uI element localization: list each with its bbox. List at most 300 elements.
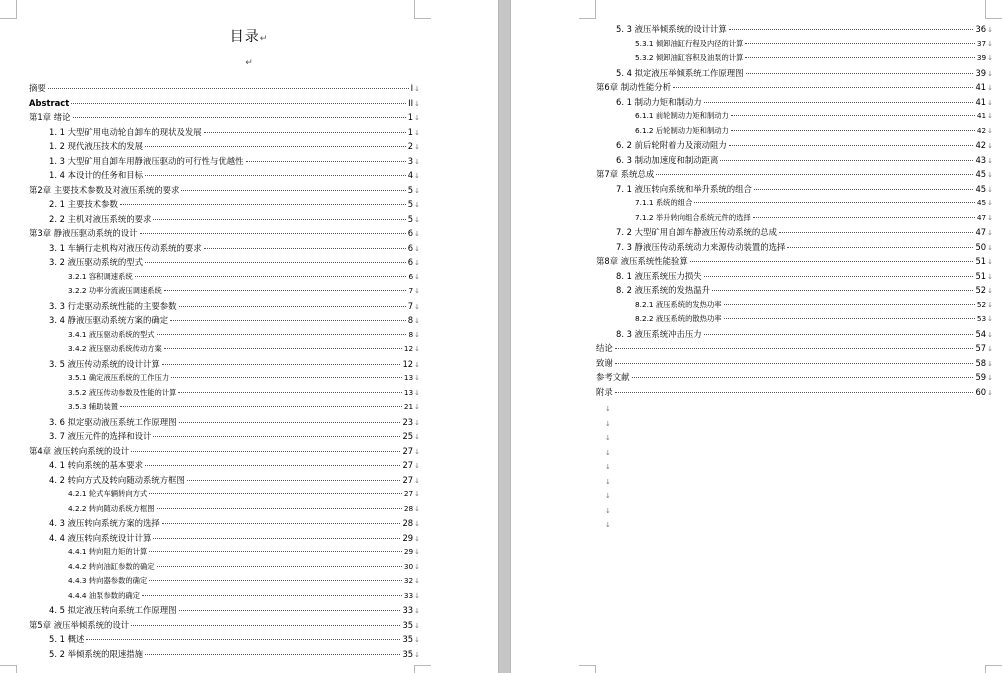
toc-entry-title: 7.1.2 举升转向组合系统元件的选择 xyxy=(635,212,751,222)
toc-dot-leader xyxy=(162,364,401,365)
toc-entry[interactable] xyxy=(29,255,420,270)
paragraph-mark-icon: ↵ xyxy=(259,34,269,44)
toc-entry-title: 6.1.2 后轮制动力矩和制动力 xyxy=(635,125,729,135)
paragraph-mark-icon: ↓ xyxy=(414,476,420,485)
toc-entry[interactable] xyxy=(29,226,420,241)
paragraph-mark-icon: ↓ xyxy=(414,244,420,253)
toc-entry[interactable] xyxy=(29,139,420,154)
empty-paragraph-mark: ↓ xyxy=(605,448,611,457)
toc-entry[interactable] xyxy=(29,81,420,96)
toc-dot-leader xyxy=(753,217,975,218)
toc-entry[interactable] xyxy=(29,487,420,502)
toc-entry[interactable] xyxy=(596,240,993,255)
toc-entry-page-number: 50 xyxy=(975,241,987,252)
paragraph-mark-icon: ↓ xyxy=(414,433,420,441)
toc-entry-title: 参考文献 xyxy=(596,372,630,382)
toc-entry-title: 摘要 xyxy=(29,83,46,93)
toc-dot-leader xyxy=(170,320,406,321)
toc-entry[interactable] xyxy=(29,183,420,198)
toc-entry[interactable] xyxy=(29,415,420,430)
toc-dot-leader xyxy=(142,595,402,596)
toc-entry[interactable] xyxy=(29,444,420,459)
toc-entry-title: 致谢 xyxy=(596,357,613,368)
toc-entry-title: 6.1.1 前轮制动力矩和制动力 xyxy=(635,111,729,120)
toc-entry-title: 3.5.1 确定液压系统的工作压力 xyxy=(68,373,170,382)
toc-entry-title: 3.4.2 液压驱动系统传动方案 xyxy=(68,344,162,353)
toc-dot-leader xyxy=(73,117,406,118)
toc-entry-page-number: 2 xyxy=(407,141,414,151)
toc-entry[interactable] xyxy=(29,429,420,444)
crop-mark-top-right xyxy=(985,0,1002,19)
toc-dot-leader xyxy=(754,189,974,190)
toc-dot-leader xyxy=(179,306,406,307)
toc-entry[interactable] xyxy=(596,341,993,356)
toc-entry[interactable] xyxy=(29,125,420,140)
toc-dot-leader xyxy=(153,538,400,539)
toc-dot-leader xyxy=(615,392,974,393)
paragraph-mark-icon: ↓ xyxy=(987,26,993,34)
toc-entry[interactable] xyxy=(29,212,420,227)
paragraph-mark-icon: ↓ xyxy=(414,302,420,311)
toc-dot-leader xyxy=(720,160,973,161)
toc-entry[interactable] xyxy=(596,51,993,66)
paragraph-mark-icon: ↓ xyxy=(414,520,420,528)
toc-entry[interactable] xyxy=(29,618,420,633)
toc-entry-page-number: 6 xyxy=(407,257,414,267)
paragraph-mark-icon: ↓ xyxy=(414,230,420,238)
toc-entry-page-number: 33 xyxy=(403,590,414,600)
toc-entry[interactable] xyxy=(596,385,993,400)
paragraph-mark-icon: ↓ xyxy=(414,99,420,108)
toc-entry[interactable] xyxy=(29,371,420,386)
toc-entry[interactable] xyxy=(29,531,420,546)
paragraph-mark-icon: ↓ xyxy=(414,114,420,122)
toc-entry-title: 7. 2 大型矿用自卸车静液压传动系统的总成 xyxy=(616,227,778,237)
toc-entry-page-number: 45 xyxy=(975,183,987,194)
toc-entry-page-number: 59 xyxy=(975,372,987,382)
toc-dot-leader xyxy=(632,377,974,378)
toc-entry-page-number: 35 xyxy=(402,648,414,659)
toc-entry-page-number: 6 xyxy=(407,242,414,253)
toc-entry[interactable] xyxy=(29,502,420,517)
toc-entry-title: 3. 2 液压驱动系统的型式 xyxy=(49,257,144,267)
toc-dot-leader xyxy=(179,610,401,611)
toc-entry-title: 第4章 液压转向系统的设计 xyxy=(29,445,130,456)
toc-entry-page-number: 51 xyxy=(975,270,987,281)
toc-entry-page-number: 36 xyxy=(975,24,987,34)
toc-entry-page-number: 7 xyxy=(408,286,414,295)
toc-entry-page-number: 41 xyxy=(976,111,987,120)
toc-entry-page-number: 6 xyxy=(408,271,414,281)
toc-entry-page-number: 41 xyxy=(975,82,987,92)
toc-entry-title: 5. 3 液压举倾系统的设计计算 xyxy=(616,24,727,34)
toc-dot-leader xyxy=(187,480,401,481)
toc-dot-leader xyxy=(120,204,406,205)
toc-entry-title: 第1章 绪论 xyxy=(29,112,71,122)
paragraph-mark-icon: ↓ xyxy=(987,374,993,382)
toc-entry-title: 4. 2 转向方式及转向随动系统方框图 xyxy=(49,474,185,485)
paragraph-mark-icon: ↓ xyxy=(987,112,993,120)
toc-entry-title: Abstract xyxy=(29,97,70,108)
toc-entry[interactable] xyxy=(29,284,420,299)
toc-entry-title: 3.4.1 液压驱动系统的型式 xyxy=(68,329,155,339)
paragraph-mark-icon: ↓ xyxy=(987,126,993,135)
paragraph-mark-icon: ↓ xyxy=(987,229,993,237)
toc-entry[interactable] xyxy=(29,357,420,372)
toc-entry[interactable] xyxy=(29,168,420,183)
toc-dot-leader xyxy=(153,436,400,437)
toc-entry-title: 1. 1 大型矿用电动轮自卸车的现状及发展 xyxy=(49,126,202,137)
toc-entry-page-number: 13 xyxy=(403,387,414,397)
toc-entry[interactable] xyxy=(596,298,993,313)
toc-entry-title: 3. 1 车辆行走机构对液压传动系统的要求 xyxy=(49,242,202,253)
toc-entry[interactable] xyxy=(29,473,420,488)
toc-entry-title: 第8章 液压系统性能验算 xyxy=(596,256,688,266)
toc-entry[interactable] xyxy=(596,269,993,284)
empty-paragraph-marks xyxy=(605,402,611,533)
toc-entry-page-number: I xyxy=(410,83,414,93)
toc-entry-page-number: 42 xyxy=(976,125,987,135)
toc-entry-page-number: 47 xyxy=(976,212,987,222)
toc-entry-page-number: 4 xyxy=(407,170,414,180)
toc-dot-leader xyxy=(704,334,974,335)
toc-dot-leader xyxy=(164,348,402,349)
toc-entry-page-number: 51 xyxy=(975,256,987,266)
toc-entry[interactable] xyxy=(596,196,993,211)
toc-entry-page-number: 28 xyxy=(402,518,414,528)
toc-entry[interactable] xyxy=(29,400,420,415)
toc-entry[interactable] xyxy=(596,167,993,182)
toc-entry[interactable] xyxy=(596,370,993,385)
paragraph-mark-icon: ↓ xyxy=(987,388,993,397)
toc-entry-page-number: 52 xyxy=(976,299,987,309)
toc-entry-title: 2. 2 主机对液压系统的要求 xyxy=(49,213,152,224)
paragraph-mark-icon: ↓ xyxy=(987,300,993,309)
toc-entry-title: 1. 3 大型矿用自卸车用静液压驱动的可行性与优越性 xyxy=(49,155,244,166)
toc-entry-title: 6. 1 制动力矩和制动力 xyxy=(616,96,702,107)
toc-title xyxy=(0,26,498,46)
paragraph-mark-icon: ↓ xyxy=(414,330,420,339)
empty-paragraph-mark: ↓ xyxy=(605,477,611,486)
toc-dot-leader xyxy=(149,493,402,494)
toc-entry-page-number: 28 xyxy=(403,503,414,513)
toc-entry-page-number: 60 xyxy=(975,386,987,397)
paragraph-mark-icon: ↓ xyxy=(987,98,993,107)
toc-dot-leader xyxy=(704,102,974,103)
crop-mark-top-right xyxy=(414,0,431,19)
paragraph-mark-icon: ↓ xyxy=(987,243,993,252)
toc-dot-leader xyxy=(164,290,407,291)
toc-dot-leader xyxy=(145,146,406,147)
paragraph-mark-icon: ↓ xyxy=(414,317,420,325)
toc-dot-leader xyxy=(145,465,400,466)
toc-entry-title: 4. 4 液压转向系统设计计算 xyxy=(49,532,152,543)
toc-dot-leader xyxy=(656,174,973,175)
toc-entry[interactable] xyxy=(596,109,993,124)
toc-entry-title: 3.2.1 容积调速系统 xyxy=(68,271,133,281)
toc-entry[interactable] xyxy=(29,197,420,212)
toc-dot-leader xyxy=(746,73,974,74)
toc-dot-leader xyxy=(204,132,406,133)
paragraph-mark-icon: ↓ xyxy=(987,315,993,323)
toc-dot-leader xyxy=(724,318,975,319)
toc-dot-leader xyxy=(131,451,400,452)
toc-entry-title: 3.5.3 辅助装置 xyxy=(68,402,119,411)
toc-entry[interactable] xyxy=(596,254,993,269)
toc-dot-leader xyxy=(153,219,405,220)
toc-entry-title: 4.4.2 转向油缸参数的确定 xyxy=(68,561,155,571)
paragraph-mark-icon: ↓ xyxy=(414,548,420,556)
toc-entry-title: 5. 2 举倾系统的限速措施 xyxy=(49,648,144,659)
toc-entry-title: 2. 1 主要技术参数 xyxy=(49,199,118,209)
toc-entry-title: 1. 2 现代液压技术的发展 xyxy=(49,141,144,151)
toc-entry-title: 5.3.2 倾卸油缸容积及油泵的计算 xyxy=(635,53,744,62)
toc-dot-leader xyxy=(731,130,975,131)
toc-entry[interactable] xyxy=(596,356,993,371)
paragraph-mark-icon: ↓ xyxy=(414,462,420,470)
crop-mark-bottom-left xyxy=(579,665,596,673)
paragraph-mark-icon: ↓ xyxy=(414,403,420,411)
toc-dot-leader xyxy=(71,103,406,104)
toc-dot-leader xyxy=(149,580,402,581)
toc-entry[interactable] xyxy=(596,225,993,240)
paragraph-mark-icon: ↓ xyxy=(414,85,420,93)
toc-entry[interactable] xyxy=(596,182,993,197)
paragraph-mark-icon: ↓ xyxy=(414,272,420,281)
paragraph-mark-icon: ↓ xyxy=(987,39,993,48)
toc-entry-page-number: 43 xyxy=(975,154,987,165)
toc-entry-page-number: 47 xyxy=(975,227,987,237)
toc-entry-title: 8.2.1 液压系统的发热功率 xyxy=(635,299,722,309)
toc-entry-title: 3.5.2 液压传动参数及性能的计算 xyxy=(68,387,177,397)
paragraph-mark-icon: ↓ xyxy=(987,171,993,179)
toc-entry-title: 7. 1 液压转向系统和举升系统的组合 xyxy=(616,183,752,194)
paragraph-mark-icon: ↓ xyxy=(987,199,993,207)
paragraph-mark-icon: ↓ xyxy=(414,650,420,659)
toc-dot-leader xyxy=(157,566,402,567)
toc-entry[interactable] xyxy=(596,211,993,226)
crop-mark-bottom-right xyxy=(985,665,1002,673)
page-gutter xyxy=(498,0,511,673)
toc-title-text: 目录 xyxy=(229,29,260,45)
toc-dot-leader xyxy=(181,190,405,191)
toc-entry-title: 4. 3 液压转向系统方案的选择 xyxy=(49,518,160,528)
toc-dot-leader xyxy=(787,247,973,248)
crop-mark-bottom-left xyxy=(0,665,17,673)
toc-entry[interactable] xyxy=(29,270,420,285)
toc-entry[interactable] xyxy=(29,632,420,647)
document-page-right xyxy=(511,0,1002,673)
toc-entry[interactable] xyxy=(29,560,420,575)
toc-entry-page-number: 30 xyxy=(403,561,414,571)
toc-entry[interactable] xyxy=(29,516,420,531)
toc-entry-page-number: 1 xyxy=(407,126,414,137)
toc-entry-page-number: 39 xyxy=(975,67,987,78)
paragraph-mark-icon: ↓ xyxy=(414,143,420,151)
toc-dot-leader xyxy=(729,29,974,30)
toc-entry[interactable] xyxy=(29,647,420,662)
empty-paragraph-mark: ↵ xyxy=(245,58,253,68)
toc-entry[interactable] xyxy=(596,66,993,81)
toc-entry-page-number: 41 xyxy=(975,96,987,107)
toc-entry-title: 3. 5 液压传动系统的设计计算 xyxy=(49,358,160,369)
paragraph-mark-icon: ↓ xyxy=(987,359,993,368)
paragraph-mark-icon: ↓ xyxy=(987,142,993,150)
toc-dot-leader xyxy=(246,161,406,162)
toc-entry-page-number: 21 xyxy=(403,402,414,411)
toc-dot-leader xyxy=(179,422,401,423)
toc-dot-leader xyxy=(694,202,974,203)
toc-dot-leader xyxy=(690,261,974,262)
toc-entry[interactable] xyxy=(29,589,420,604)
toc-dot-leader xyxy=(149,551,402,552)
toc-entry-title: 第3章 静液压驱动系统的设计 xyxy=(29,228,138,238)
empty-paragraph-mark: ↓ xyxy=(605,521,611,529)
paragraph-mark-icon: ↓ xyxy=(414,287,420,295)
toc-list-left xyxy=(29,81,420,661)
toc-entry[interactable] xyxy=(29,574,420,589)
paragraph-mark-icon: ↓ xyxy=(414,591,420,600)
toc-entry-page-number: 45 xyxy=(976,198,987,207)
toc-entry-title: 第7章 系统总成 xyxy=(596,169,655,179)
paragraph-mark-icon: ↓ xyxy=(987,258,993,266)
paragraph-mark-icon: ↓ xyxy=(414,128,420,137)
toc-entry[interactable] xyxy=(29,313,420,328)
toc-dot-leader xyxy=(729,145,974,146)
toc-entry[interactable] xyxy=(29,458,420,473)
toc-entry-title: 第5章 液压举倾系统的设计 xyxy=(29,619,130,630)
toc-entry[interactable] xyxy=(596,327,993,342)
toc-dot-leader xyxy=(131,625,400,626)
paragraph-mark-icon: ↓ xyxy=(987,287,993,295)
paragraph-mark-icon: ↓ xyxy=(414,388,420,397)
paragraph-mark-icon: ↓ xyxy=(987,84,993,92)
toc-entry-page-number: 27 xyxy=(402,474,414,485)
toc-entry[interactable] xyxy=(29,386,420,401)
toc-dot-leader xyxy=(171,377,402,378)
toc-entry-title: 第6章 制动性能分析 xyxy=(596,82,671,92)
toc-dot-leader xyxy=(712,290,973,291)
toc-entry[interactable] xyxy=(29,603,420,618)
toc-entry-title: 8.2.2 液压系统的散热功率 xyxy=(635,314,722,323)
toc-entry[interactable] xyxy=(596,312,993,327)
paragraph-mark-icon: ↓ xyxy=(987,345,993,353)
toc-entry[interactable] xyxy=(596,22,993,37)
paragraph-mark-icon: ↓ xyxy=(414,577,420,585)
toc-list-right xyxy=(596,22,993,399)
toc-entry[interactable] xyxy=(29,110,420,125)
toc-entry[interactable] xyxy=(596,153,993,168)
toc-entry[interactable] xyxy=(29,241,420,256)
toc-entry[interactable] xyxy=(596,138,993,153)
empty-paragraph-mark: ↓ xyxy=(605,419,611,428)
toc-dot-leader xyxy=(724,304,975,305)
toc-entry[interactable] xyxy=(596,283,993,298)
paragraph-mark-icon: ↓ xyxy=(987,330,993,339)
toc-entry[interactable] xyxy=(596,80,993,95)
toc-dot-leader xyxy=(157,508,402,509)
toc-entry-page-number: 52 xyxy=(975,285,987,295)
toc-entry-title: 8. 3 液压系统冲击压力 xyxy=(616,328,702,339)
toc-entry-page-number: 57 xyxy=(975,343,987,353)
paragraph-mark-icon: ↓ xyxy=(414,534,420,543)
toc-entry[interactable] xyxy=(596,124,993,139)
toc-dot-leader xyxy=(731,115,975,116)
toc-entry-page-number: 27 xyxy=(402,460,414,470)
toc-dot-leader xyxy=(120,406,402,407)
toc-dot-leader xyxy=(48,88,409,89)
paragraph-mark-icon: ↓ xyxy=(414,360,420,369)
paragraph-mark-icon: ↓ xyxy=(987,69,993,78)
paragraph-mark-icon: ↓ xyxy=(414,504,420,513)
paragraph-mark-icon: ↓ xyxy=(414,562,420,571)
toc-entry-title: 4. 1 转向系统的基本要求 xyxy=(49,460,144,470)
toc-dot-leader xyxy=(162,523,401,524)
toc-dot-leader xyxy=(615,363,974,364)
toc-dot-leader xyxy=(779,232,973,233)
toc-dot-leader xyxy=(704,276,974,277)
toc-entry-page-number: 54 xyxy=(975,328,987,339)
toc-dot-leader xyxy=(145,175,406,176)
paragraph-mark-icon: ↓ xyxy=(414,607,420,615)
toc-entry-page-number: 1 xyxy=(407,112,414,122)
toc-entry-page-number: 8 xyxy=(407,315,414,325)
toc-entry-title: 4.4.3 转向器参数的确定 xyxy=(68,576,148,585)
toc-entry[interactable] xyxy=(596,37,993,52)
toc-entry-title: 第2章 主要技术参数及对液压系统的要求 xyxy=(29,184,180,195)
toc-entry-title: 5. 1 概述 xyxy=(49,634,85,644)
empty-paragraph-mark: ↓ xyxy=(605,434,611,442)
toc-dot-leader xyxy=(673,87,973,88)
toc-entry-page-number: 33 xyxy=(402,605,414,615)
toc-entry[interactable] xyxy=(596,95,993,110)
toc-entry-title: 4.2.2 转向随动系统方框图 xyxy=(68,503,155,513)
toc-entry[interactable] xyxy=(29,299,420,314)
toc-entry-title: 结论 xyxy=(596,343,613,353)
empty-paragraph-mark: ↓ xyxy=(605,492,611,500)
crop-mark-top-left xyxy=(579,0,596,19)
paragraph-mark-icon: ↓ xyxy=(987,156,993,165)
toc-entry-title: 3. 6 拟定驱动液压系统工作原理图 xyxy=(49,416,177,427)
toc-entry[interactable] xyxy=(29,96,420,111)
paragraph-mark-icon: ↓ xyxy=(414,201,420,209)
toc-entry-page-number: 32 xyxy=(403,576,414,585)
toc-entry-page-number: 58 xyxy=(975,357,987,368)
toc-entry-page-number: 7 xyxy=(407,300,414,311)
toc-entry[interactable] xyxy=(29,342,420,357)
empty-paragraph-mark: ↓ xyxy=(605,405,611,413)
toc-entry[interactable] xyxy=(29,545,420,560)
toc-entry-title: 6. 2 前后轮附着力及滚动阻力 xyxy=(616,140,727,150)
toc-entry-page-number: 3 xyxy=(407,155,414,166)
toc-entry-title: 6. 3 制动加速度和制动距离 xyxy=(616,154,719,165)
toc-entry[interactable] xyxy=(29,328,420,343)
toc-entry-title: 4. 5 拟定液压转向系统工作原理图 xyxy=(49,605,177,615)
toc-entry[interactable] xyxy=(29,154,420,169)
paragraph-mark-icon: ↓ xyxy=(414,418,420,427)
toc-entry-page-number: 5 xyxy=(407,213,414,224)
crop-mark-top-left xyxy=(0,0,17,19)
toc-entry-title: 4.4.4 油泵参数的确定 xyxy=(68,590,140,600)
toc-dot-leader xyxy=(615,348,974,349)
toc-entry-page-number: 12 xyxy=(402,358,414,369)
toc-entry-page-number: 27 xyxy=(402,445,414,456)
paragraph-mark-icon: ↓ xyxy=(414,621,420,630)
paragraph-mark-icon: ↓ xyxy=(414,215,420,224)
toc-entry-page-number: 39 xyxy=(976,53,987,62)
toc-entry-page-number: 6 xyxy=(407,228,414,238)
toc-entry-title: 3. 4 静液压驱动系统方案的确定 xyxy=(49,315,169,325)
